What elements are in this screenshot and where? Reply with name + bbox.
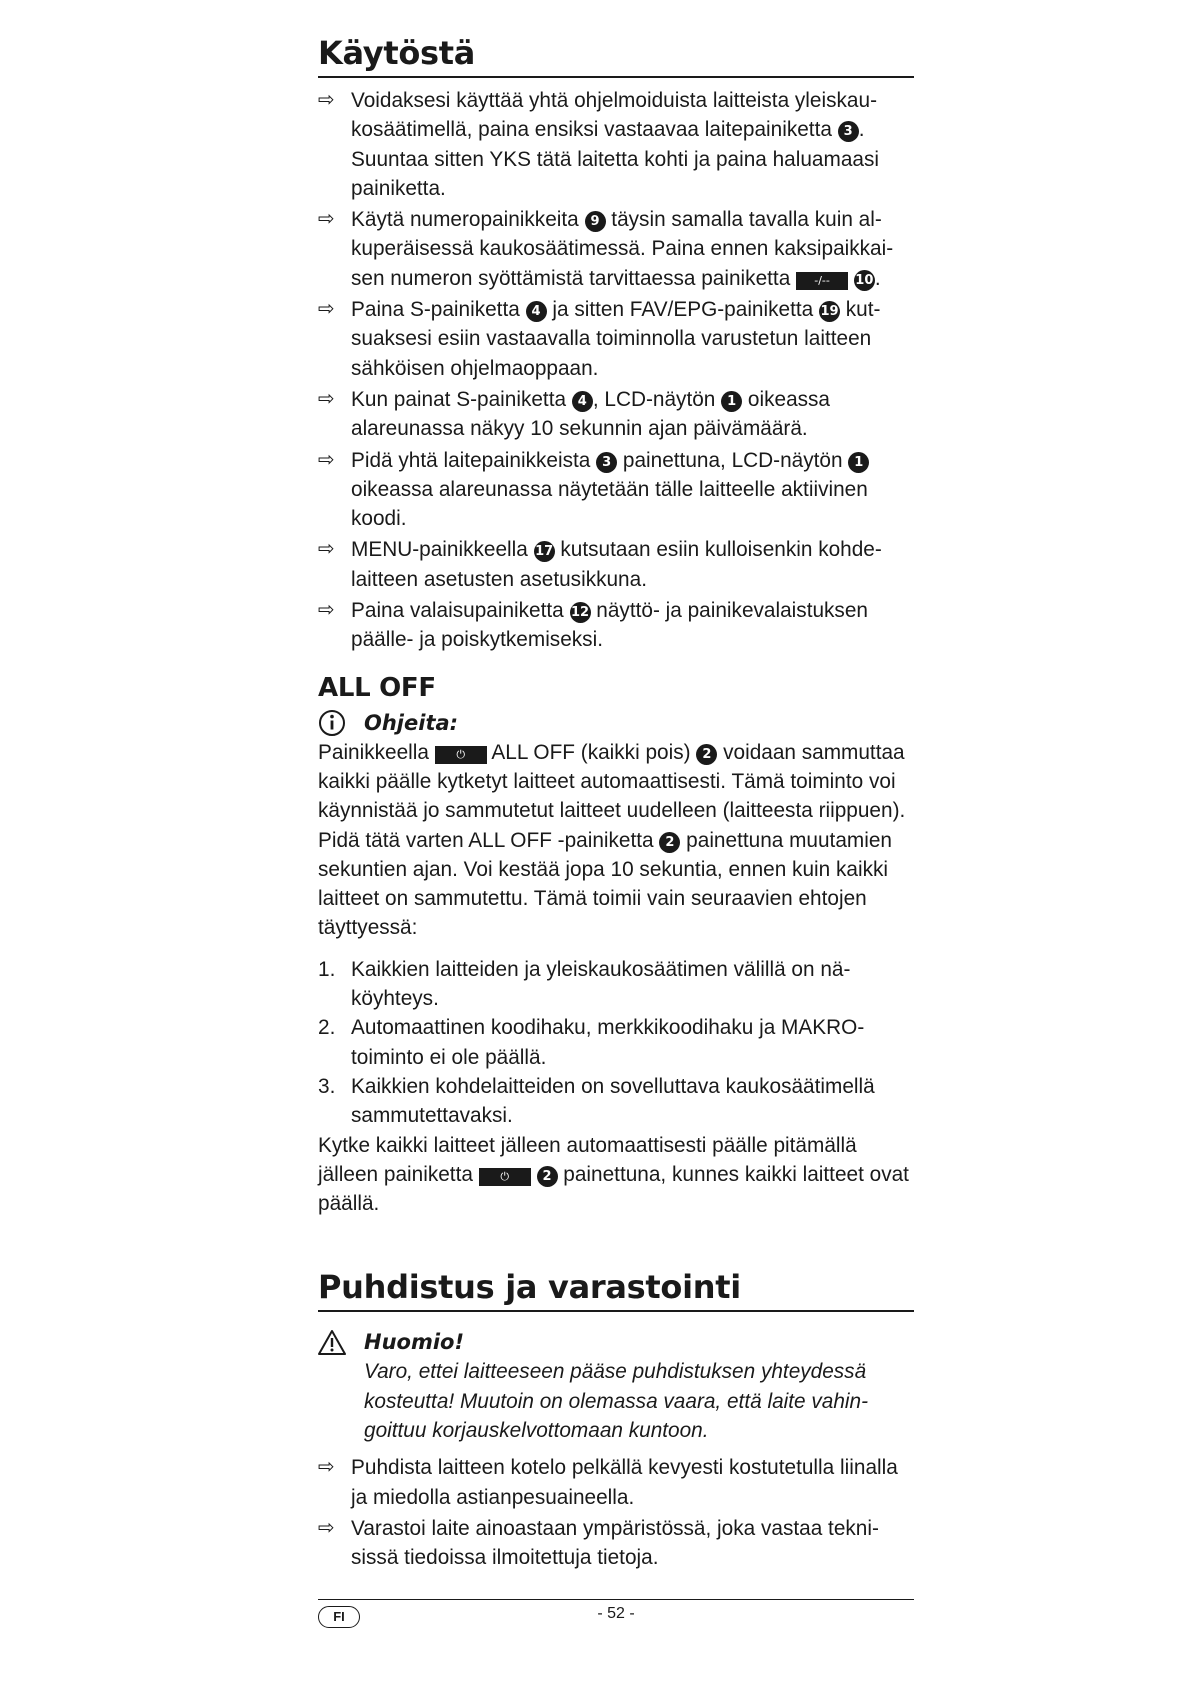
callout-number-badge: 10 [854,270,875,291]
section-title-usage: Käytöstä [318,34,476,72]
callout-number-badge: 2 [696,744,717,765]
arrow-right-icon: ⇨ [318,387,335,410]
callout-number-badge: 9 [585,211,606,232]
list-item [318,446,914,534]
list-item-text: MENU-painikkeella 17 kutsutaan esiin kulloisenkin kohdelaitteen asetusten asetusikkuna. [351,538,882,591]
title-rule [318,76,914,78]
condition-number: 2. [318,1016,336,1040]
warning-text: Varo, ettei laitteeseen pääse puhdistuksen yhteydessä kosteutta! Muutoin on olemassa vaara, että laite vahingoittuu korjauskelvottomaan kuntoon. [364,1360,869,1442]
list-item [318,535,914,594]
footer-rule [318,1599,914,1600]
arrow-right-icon: ⇨ [318,298,335,321]
callout-number-badge: 4 [526,301,547,322]
list-item [318,1514,914,1573]
list-item-text: Voidaksesi käyttää yhtä ohjelmoiduista laitteista yleiskaukosäätimellä, paina ensiksi vastaavaa laitepainiketta 3 . Suuntaa sitten YKS tätä laitetta kohti ja paina haluamaasi painiketta. [351,89,879,200]
alloff-intro: Painikkeella ⏻ ALL OFF (kaikki pois) 2 voidaan sammuttaa kaikki päälle kytketyt laitteet automaattisesti. Tämä toiminto voi käynnistää jo sammutetut laitteet uudelleen (laitteesta riippuen). Pidä tätä varten ALL OFF -painiketta 2 painettuna muutamien sekuntien ajan. Voi kestää jopa 10 sekuntia, ennen kuin kaikki laitteet on sammutettu. Tämä toimii vain seuraavien ehtojen täyttyessä: [318,740,906,940]
list-item [318,596,914,655]
cleaning-bullet-list [318,1453,914,1572]
list-item-text: Paina S-painiketta 4 ja sitten FAV/EPG-painiketta 19 kutsuaksesi esiin vastaavalla toiminnolla varustetun laitteen sähköisen ohjelmaoppaan. [351,298,881,380]
arrow-right-icon: ⇨ [318,599,335,622]
arrow-right-icon: ⇨ [318,448,335,471]
list-item-text: Käytä numeropainikkeita 9 täysin samalla tavalla kuin alkuperäisessä kaukosäätimessä. Paina ennen kaksipaikkaisen numeron syöttämistä tarvittaessa painiketta -/-- 10. [351,208,894,290]
usage-bullet-list [318,86,914,655]
page [318,30,914,1574]
section-title-cleaning: Puhdistus ja varastointi [318,1268,741,1307]
arrow-right-icon: ⇨ [318,1516,335,1539]
condition-text: Kaikkien kohdelaitteiden on sovelluttava kaukosäätimellä sammutettavaksi. [351,1074,875,1128]
list-item [318,1453,914,1512]
callout-number-badge: 12 [570,602,591,623]
callout-number-badge: 17 [534,541,555,562]
list-item [318,295,914,383]
list-item [318,385,914,444]
condition-item [318,1013,914,1072]
language-badge: FI [318,1606,360,1628]
warning-header [318,1328,914,1357]
key-symbol-icon: ⏻ [435,746,487,764]
key-symbol-icon: ⏻ [479,1168,531,1186]
condition-item [318,1072,914,1131]
condition-text: Kaikkien laitteiden ja yleiskaukosäätimen välillä on näköyhteys. [351,957,851,1011]
callout-number-badge: 2 [659,832,680,853]
page-number: - 52 - [597,1605,635,1622]
callout-number-badge: 1 [848,452,869,473]
alloff-conditions-list [318,955,914,1131]
alloff-heading: ALL OFF [318,672,436,703]
callout-number-badge: 1 [721,391,742,412]
arrow-right-icon: ⇨ [318,89,335,111]
list-item-text: Kun painat S-painiketta 4 , LCD-näytön 1 oikeassa alareunassa näkyy 10 sekunnin ajan päivämäärä. [351,387,830,441]
key-symbol-icon: -/-- [796,272,848,290]
callout-number-badge: 3 [596,452,617,473]
arrow-right-icon: ⇨ [318,208,335,231]
alloff-outro: Kytke kaikki laitteet jälleen automaattisesti päälle pitämällä jälleen painiketta ⏻ 2 painettuna, kunnes kaikki laitteet ovat päällä. [318,1133,909,1216]
condition-number: 3. [318,1074,336,1098]
list-item-text: Varastoi laite ainoastaan ympäristössä, joka vastaa teknisissä tiedoissa ilmoitettuja tietoja. [351,1516,879,1570]
list-item-text: Paina valaisupainiketta 12 näyttö- ja painikevalaistuksen päälle- ja poiskytkemiseksi. [351,599,868,652]
warning-title: Huomio! [364,1330,465,1355]
arrow-right-icon: ⇨ [318,1456,335,1479]
list-item-text: Pidä yhtä laitepainikkeista 3 painettuna, LCD-näytön 1 oikeassa alareunassa näytetään tälle laitteelle aktiivinen koodi. [351,448,868,531]
condition-text: Automaattinen koodihaku, merkkikoodihaku ja MAKRO-toiminto ei ole päällä. [351,1016,865,1069]
callout-number-badge: 4 [572,391,593,412]
warning-block [318,1328,914,1445]
callout-number-badge: 3 [838,121,859,142]
info-icon [318,709,346,737]
callout-number-badge: 19 [819,301,840,322]
note-title: Ohjeita: [364,710,459,735]
condition-number: 1. [318,957,336,981]
condition-item [318,955,914,1014]
title-rule-2 [318,1310,914,1312]
list-item [318,205,914,293]
list-item [318,86,914,203]
warning-icon [318,1329,346,1357]
list-item-text: Puhdista laitteen kotelo pelkällä kevyesti kostutetulla liinalla ja miedolla astianpesuaineella. [351,1456,898,1509]
note-header [318,709,914,738]
callout-number-badge: 2 [537,1166,558,1187]
page-footer [318,1599,914,1624]
arrow-right-icon: ⇨ [318,538,335,561]
